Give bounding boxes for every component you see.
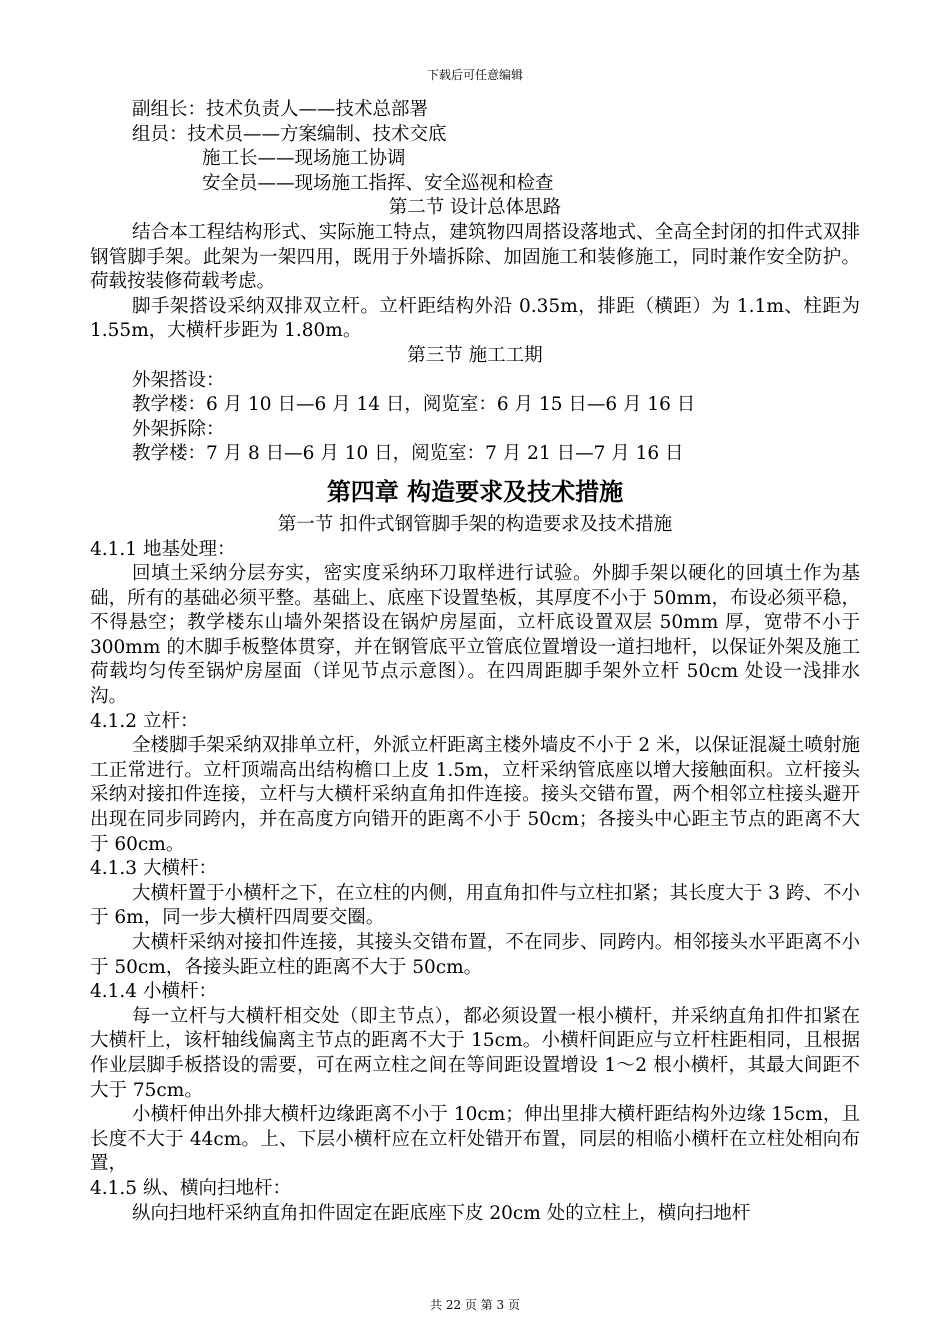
schedule-line: 教学楼：6 月 10 日—6 月 14 日，阅览室：6 月 15 日—6 月 16 日 bbox=[132, 394, 696, 416]
paragraph: 回填土采纳分层夯实，密实度采纳环刀取样进行试验。外脚手架以硬化的回填土作为基础，所有的基础必须平整。基础上、底座下设置垫板，其厚度不小于 50mm，布设必须平稳，不得悬空；教学楼东山墙外架搭设在锅炉房屋面，立杆底设置双层 50mm 厚，宽带不小于 300mm 的木脚手板整体贯穿，并在钢管底平立管底位置增设一道扫地杆，以保证外架及施工荷载均匀传至锅炉房屋面（详见节点示意图）。在四周距脚手架外立杆 50cm 处设一浅排水沟。 bbox=[90, 563, 860, 708]
schedule-line: 外架拆除： bbox=[132, 418, 225, 440]
team-deputy-line: 副组长：技术负责人——技术总部署 bbox=[132, 99, 429, 120]
paragraph: 纵向扫地杆采纳直角扣件固定在距底座下皮 20cm 处的立柱上，横向扫地杆 bbox=[132, 1202, 751, 1224]
paragraph: 结合本工程结构形式、实际施工特点，建筑物四周搭设落地式、全高全封闭的扣件式双排钢管脚手架。此架为一架四用，既用于外墙拆除、加固施工和装修施工，同时兼作安全防护。荷载按装修荷载考虑。 bbox=[90, 221, 860, 293]
paragraph: 大横杆置于小横杆之下，在立柱的内侧，用直角扣件与立柱扣紧；其长度大于 3 跨、不小于 6m，同一步大横杆四周要交圈。 bbox=[90, 882, 860, 929]
team-member-line: 组员：技术员——方案编制、技术交底 bbox=[132, 123, 447, 145]
subsection-heading: 4.1.4 小横杆： bbox=[90, 981, 217, 1003]
document-body bbox=[90, 98, 860, 1226]
schedule-line: 教学楼：7 月 8 日—6 月 10 日，阅览室：7 月 21 日—7 月 16 日 bbox=[132, 443, 684, 465]
paragraph: 每一立杆与大横杆相交处（即主节点），都必须设置一根小横杆，并采纳直角扣件扣紧在大横杆上，该杆轴线偏离主节点的距离不大于 15cm。小横杆间距应与立杆柱距相同，且根据作业层脚手板搭设的需要，可在两立柱之间在等间距设置增设 1～2 根小横杆，其最大间距不大于 75cm。 bbox=[90, 1005, 860, 1101]
section-title: 第一节 扣件式钢管脚手架的构造要求及技术措施 bbox=[277, 513, 673, 535]
page-footer: 共 22 页 第 3 页 bbox=[430, 1298, 520, 1312]
section-title: 第二节 设计总体思路 bbox=[388, 197, 562, 219]
paragraph: 大横杆采纳对接扣件连接，其接头交错布置，不在同步、同跨内。相邻接头水平距离不小于 50cm，各接头距立柱的距离不大于 50cm。 bbox=[90, 932, 860, 978]
subsection-heading: 4.1.5 纵、横向扫地杆： bbox=[90, 1177, 291, 1199]
page-header: 下载后可任意编辑 bbox=[426, 68, 523, 82]
section-title: 第三节 施工工期 bbox=[407, 344, 543, 366]
team-member-line: 施工长——现场施工协调 bbox=[202, 148, 406, 170]
paragraph: 小横杆伸出外排大横杆边缘距离不小于 10cm；伸出里排大横杆距结构外边缘 15cm，且长度不大于 44cm。上、下层小横杆应在立杆处错开布置，同层的相临小横杆在立柱处相向布置， bbox=[90, 1104, 860, 1175]
subsection-heading: 4.1.2 立杆： bbox=[90, 710, 199, 732]
schedule-line: 外架搭设： bbox=[132, 369, 225, 391]
paragraph: 全楼脚手架采纳双排单立杆，外派立杆距离主楼外墙皮不小于 2 米，以保证混凝土喷射施工正常进行。立杆顶端高出结构檐口上皮 1.5m，立杆采纳管底座以增大接触面积。立杆接头采纳对接扣件连接，立杆与大横杆采纳直角扣件连接。接头交错布置，两个相邻立柱接头避开出现在同步同跨内，并在高度方向错开的距离不小于 50cm；各接头中心距主节点的距离不大于 60cm。 bbox=[90, 735, 860, 855]
subsection-heading: 4.1.1 地基处理： bbox=[90, 538, 236, 560]
chapter-title: 第四章 构造要求及技术措施 bbox=[326, 477, 624, 506]
team-member-line: 安全员——现场施工指挥、安全巡视和检查 bbox=[202, 172, 554, 194]
subsection-heading: 4.1.3 大横杆： bbox=[90, 858, 217, 880]
paragraph: 脚手架搭设采纳双排双立杆。立杆距结构外沿 0.35m，排距（横距）为 1.1m、柱距为 1.55m，大横杆步距为 1.80m。 bbox=[90, 295, 860, 342]
